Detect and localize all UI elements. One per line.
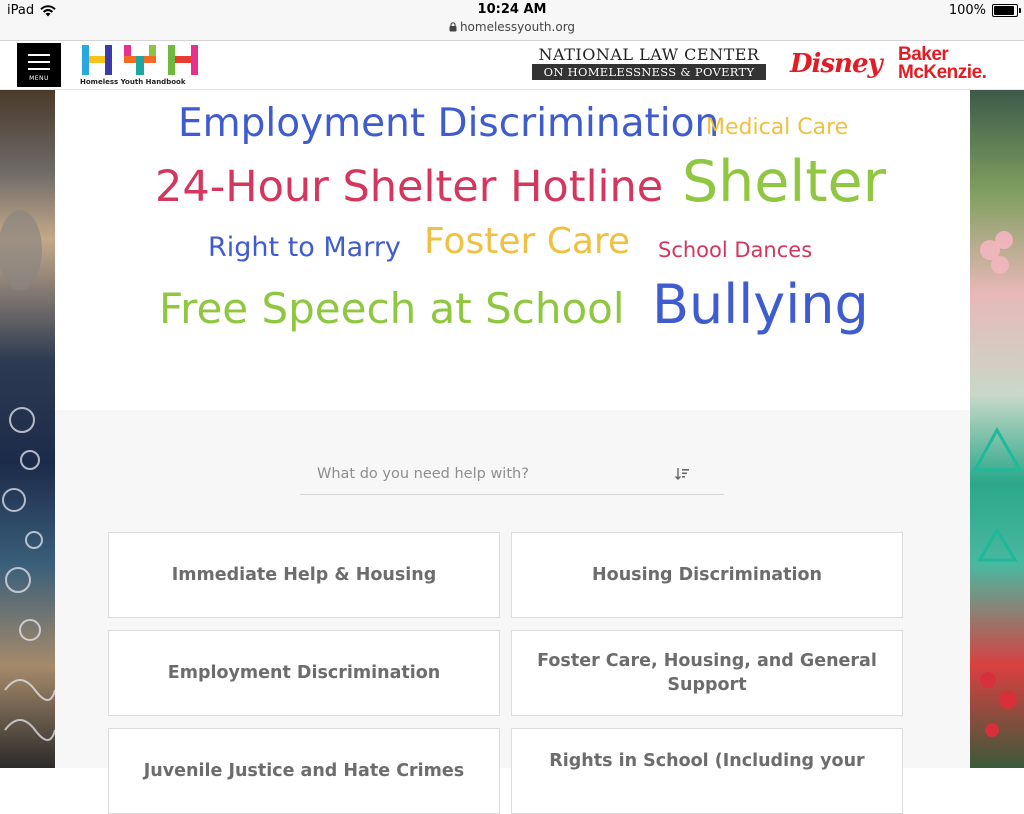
category-label: Employment Discrimination — [167, 663, 441, 683]
category-card[interactable] — [511, 630, 903, 716]
category-card[interactable] — [511, 728, 903, 814]
battery-icon — [992, 4, 1018, 17]
background-artwork-left — [0, 90, 55, 768]
category-card[interactable] — [108, 630, 500, 716]
category-card[interactable] — [108, 728, 500, 814]
artwork-swirls-icon — [0, 90, 55, 768]
logo-subtitle: Homeless Youth Handbook — [80, 78, 186, 86]
category-label: Rights in School (Including your — [549, 751, 865, 771]
category-label: Foster Care, Housing, and General Support — [537, 651, 877, 695]
hyh-logo[interactable] — [80, 43, 208, 87]
ios-status-bar — [0, 0, 1024, 41]
category-card[interactable] — [108, 532, 500, 618]
menu-button[interactable] — [17, 43, 61, 87]
url-text: homelessyouth.org — [459, 20, 576, 34]
hyh-logo-mark — [80, 43, 208, 77]
battery-fill — [994, 6, 1014, 15]
nlc-logo-bottom: ON HOMELESSNESS & POVERTY — [532, 64, 766, 80]
nlc-logo[interactable] — [532, 46, 766, 82]
hamburger-icon — [28, 54, 50, 56]
cloud-word[interactable]: Employment Discrimination — [178, 101, 720, 146]
baker-line1: Baker — [898, 44, 949, 65]
category-card[interactable] — [511, 532, 903, 618]
lock-icon — [449, 22, 457, 32]
hamburger-bar — [28, 68, 50, 70]
cloud-word[interactable]: Shelter — [682, 149, 887, 215]
category-label: Juvenile Justice and Hate Crimes — [143, 761, 465, 781]
address-bar[interactable] — [0, 20, 1024, 34]
battery-percent: 100% — [948, 3, 986, 18]
help-search — [300, 454, 724, 495]
cloud-word[interactable]: Right to Marry — [208, 232, 401, 263]
nlc-logo-top: NATIONAL LAW CENTER — [538, 45, 760, 64]
baker-mckenzie-logo[interactable] — [898, 46, 986, 82]
topic-word-cloud — [55, 90, 970, 410]
category-label: Immediate Help & Housing — [171, 565, 437, 585]
status-right — [949, 3, 1018, 18]
site-header — [0, 41, 1024, 90]
baker-line2: McKenzie. — [898, 62, 987, 83]
cloud-word[interactable]: Free Speech at School — [159, 284, 625, 333]
cloud-word[interactable]: 24-Hour Shelter Hotline — [155, 162, 664, 212]
artwork-flowers-icon — [970, 90, 1024, 768]
sort-icon[interactable] — [674, 466, 690, 482]
cloud-word[interactable]: Bullying — [652, 273, 869, 336]
status-time: 10:24 AM — [477, 2, 547, 17]
hamburger-bar — [28, 61, 50, 63]
cloud-word[interactable]: School Dances — [658, 238, 813, 262]
background-artwork-right — [970, 90, 1024, 768]
disney-logo[interactable]: Disney — [790, 49, 882, 79]
menu-label: MENU — [29, 75, 49, 82]
cloud-word[interactable]: Medical Care — [706, 115, 849, 140]
category-label: Housing Discrimination — [592, 565, 822, 585]
main-content — [55, 90, 970, 781]
cloud-word[interactable]: Foster Care — [424, 221, 631, 262]
help-search-input[interactable] — [300, 454, 699, 494]
device-label: iPad — [7, 3, 35, 18]
